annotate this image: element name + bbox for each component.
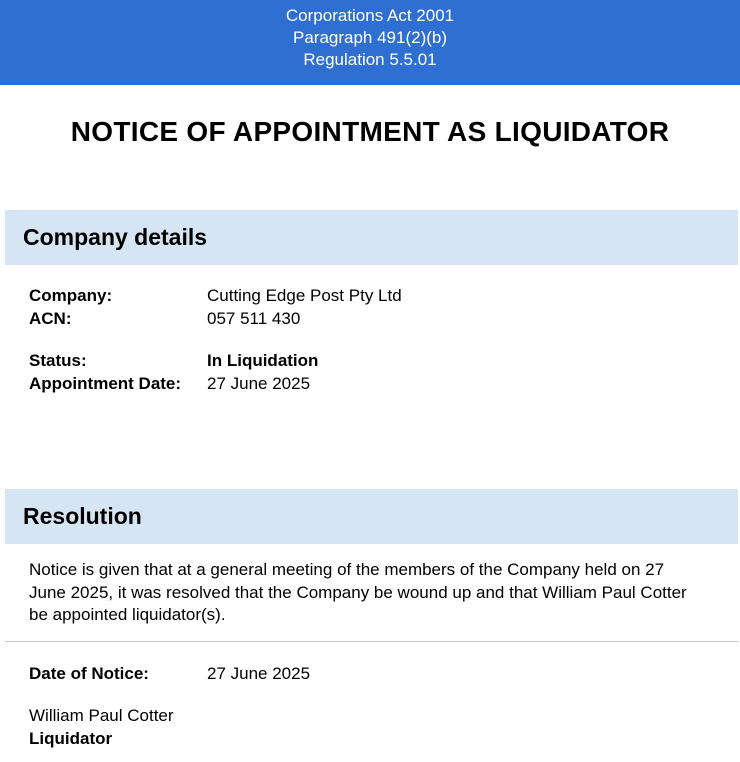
notice-title: NOTICE OF APPOINTMENT AS LIQUIDATOR (70, 116, 670, 147)
appointment-date-label: Appointment Date: (29, 374, 182, 393)
signer-role: Liquidator (29, 729, 113, 748)
company-details-heading: Company details (23, 224, 208, 250)
header-banner (0, 0, 740, 85)
company-label: Company: (29, 286, 113, 305)
company-value: Cutting Edge Post Pty Ltd (207, 286, 402, 305)
signer-name: William Paul Cotter (29, 706, 174, 725)
date-of-notice-value: 27 June 2025 (207, 664, 311, 683)
regulation-reference: Regulation 5.5.01 (303, 50, 437, 69)
acn-label: ACN: (29, 309, 72, 328)
date-of-notice-label: Date of Notice: (29, 664, 149, 683)
status-value: In Liquidation (207, 351, 319, 370)
acn-value: 057 511 430 (207, 309, 301, 328)
status-label: Status: (29, 351, 87, 370)
resolution-text: Notice is given that at a general meeting of the members of the Company held on 27 June 2025, it was resolved that the Company be wound up and that William Paul Cotter be appointed liquidator(s). (29, 560, 687, 624)
appointment-date-value: 27 June 2025 (207, 374, 311, 393)
divider (5, 641, 738, 642)
paragraph-reference: Paragraph 491(2)(b) (292, 28, 448, 47)
resolution-header (5, 489, 738, 544)
company-details-header (5, 210, 738, 265)
act-name: Corporations Act 2001 (285, 6, 455, 25)
resolution-heading: Resolution (23, 503, 142, 529)
